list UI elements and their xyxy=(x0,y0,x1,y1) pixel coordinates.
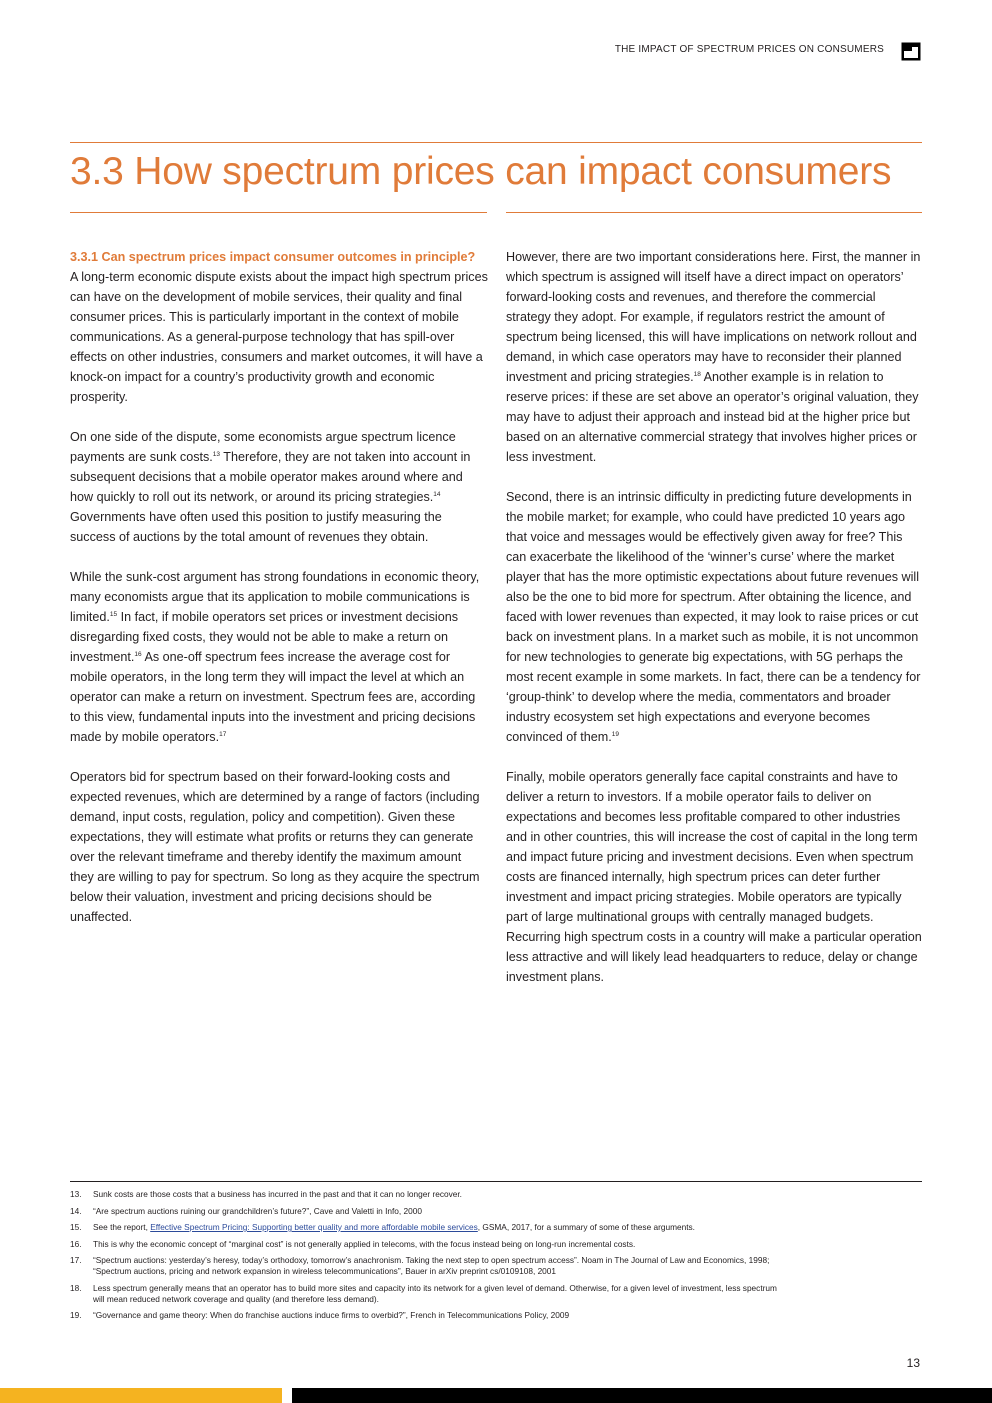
left-column xyxy=(70,247,488,947)
page-number: 13 xyxy=(906,1356,920,1370)
paragraph: A long-term economic dispute exists about the impact high spectrum prices can have on the development of mobile services, their quality and final consumer prices. This is particularly important in the context of mobile communications. As a general-purpose technology that has spill-over effects on other industries, consumers and market outcomes, it will have a knock-on impact for a country’s productivity growth and economic prosperity. xyxy=(70,270,488,404)
footnote-item: 17. “Spectrum auctions: yesterday’s heresy, today’s orthodoxy, tomorrow’s anachronism. Taking the next step to open spectrum access”. Noam in The Journal of Law and Economics, 1998; “Spectrum auctions, pricing and network expansion in wireless telecommunications”, Bauer in arXiv preprint cs/0109108, 2001 xyxy=(70,1255,770,1276)
paragraph: However, there are two important considerations here. First, the manner in which spectrum is assigned will itself have a direct impact on operators’ forward-looking costs and revenues, and therefore the commercial strategy they adopt. For example, if regulators restrict the amount of spectrum being licensed, this will have implications on network rollout and demand, in which case operators may have to reconsider their planned investment and pricing strategies.$^{18}$ Another example is in relation to reserve prices: if these are set above an operator’s original valuation, they may have to adjust their approach and instead bid at the higher price but based on an alternative commercial strategy that involves higher prices or less investment. xyxy=(506,250,921,464)
footnote-ref[interactable]: 14 xyxy=(433,490,441,498)
title-bottom-rule-left xyxy=(70,212,487,213)
section-title: 3.3 How spectrum prices can impact consumers xyxy=(70,150,892,193)
footnote-ref[interactable]: 15 xyxy=(109,610,118,618)
subsection-heading: 3.3.1 Can spectrum prices impact consumer outcomes in principle? xyxy=(70,250,476,264)
footnote-item: 19. “Governance and game theory: When do franchise auctions induce firms to overbid?”, French in Telecommunications Policy, 2009 xyxy=(70,1310,570,1320)
paragraph: Finally, mobile operators generally face capital constraints and have to deliver a return to investors. If a mobile operator fails to deliver on expectations and becomes less profitable compared to other industries and in other countries, this will increase the cost of capital in the long term and impact future pricing and investment decisions. Even when spectrum costs are financed internally, high spectrum prices can deter further investment and impact pricing strategies. Mobile operators are typically part of large multinational groups with centrally managed budgets. Recurring high spectrum costs in a country will make a particular operation less attractive and will likely lead headquarters to reduce, delay or change investment plans. xyxy=(506,770,922,984)
footnote-item: 18. Less spectrum generally means that an operator has to build more sites and capacity into its network for a given level of demand. Otherwise, for a given level of investment, less spectrum will mean reduced network coverage and quality (and therefore less demand). xyxy=(70,1282,777,1304)
right-column xyxy=(506,247,922,1007)
footnotes xyxy=(70,1189,922,1327)
footnote-item: 16. This is why the economic concept of “marginal cost” is not generally applied in telecoms, with the focus instead being on long-run incremental costs. xyxy=(70,1238,636,1249)
footnote-ref[interactable]: 17 xyxy=(219,730,227,738)
footnote-item: 13. Sunk costs are those costs that a business has incurred in the past and that it can no longer recover. xyxy=(70,1189,462,1199)
footnote-item: 14. “Are spectrum auctions ruining our grandchildren’s future?”, Cave and Valetti in Info, 2000 xyxy=(70,1205,422,1216)
report-link[interactable]: Effective Spectrum Pricing: Supporting better quality and more affordable mobile services xyxy=(150,1222,478,1232)
title-bottom-rule-right xyxy=(506,212,922,213)
title-top-rule xyxy=(70,142,922,143)
gsma-mark-icon xyxy=(901,42,921,61)
footer-bar-yellow xyxy=(0,1388,282,1403)
footnote-ref[interactable]: 16 xyxy=(134,650,142,658)
footnote-ref[interactable]: 13 xyxy=(212,450,221,458)
running-header-title: THE IMPACT OF SPECTRUM PRICES ON CONSUMERS xyxy=(614,44,884,55)
footer-bar-black xyxy=(292,1388,992,1403)
paragraph: Second, there is an intrinsic difficulty in predicting future developments in the mobile market; for example, who could have predicted 10 years ago that voice and messages would be effectively given away for free? This can exacerbate the likelihood of the ‘winner’s curse’ where the market player that has the more optimistic expectations about future revenues will also be the one to bid more for spectrum. After obtaining the licence, and faced with lower revenues than expected, it may look to raise prices or cut back on investment plans. In a market such as mobile, it is not uncommon for new technologies to generate big expectations, with 5G perhaps the most recent example in some markets. In fact, there can be a tendency for ‘group-think’ to develop where the media, commentators and broader industry ecosystem set high expectations and everyone becomes convinced of them.$^{19}$ xyxy=(506,490,921,744)
paragraph: On one side of the dispute, some economists argue spectrum licence payments are sunk costs.$^{13}$ Therefore, they are not taken into account in subsequent decisions that a mobile operator makes around where and how quickly to roll out its network, or around its pricing strategies.$^{14}$ Governments have often used this position to justify measuring the success of auctions by the total amount of revenues they obtain. xyxy=(70,430,471,544)
footnote-rule xyxy=(70,1181,922,1182)
paragraph: While the sunk-cost argument has strong foundations in economic theory, many economists argue that its application to mobile communications is limited.$^{15}$ In fact, if mobile operators set prices or investment decisions disregarding fixed costs, they would not be able to make a return on investment.$^{16}$ As one-off spectrum fees increase the average cost for mobile operators, in the long term they will impact the level at which an operator can make a return on investment. Spectrum fees are, according to this view, fundamental inputs into the investment and pricing decisions made by mobile operators.$^{17}$ xyxy=(70,570,480,744)
footnote-ref[interactable]: 19 xyxy=(611,730,619,738)
footnote-ref[interactable]: 18 xyxy=(693,370,701,378)
footnote-item: 15. See the report, Effective Spectrum Pricing: Supporting better quality and more affordable mobile services, GSMA, 2017, for a summary of some of these arguments. xyxy=(70,1222,695,1232)
paragraph: Operators bid for spectrum based on their forward-looking costs and expected revenues, which are determined by a range of factors (including demand, input costs, regulation, policy and competition). Given these expectations, they will estimate what profits or returns they can generate over the relevant timeframe and thereby identify the maximum amount they are willing to pay for spectrum. So long as they acquire the spectrum below their valuation, investment and pricing decisions should be unaffected. xyxy=(70,770,480,924)
